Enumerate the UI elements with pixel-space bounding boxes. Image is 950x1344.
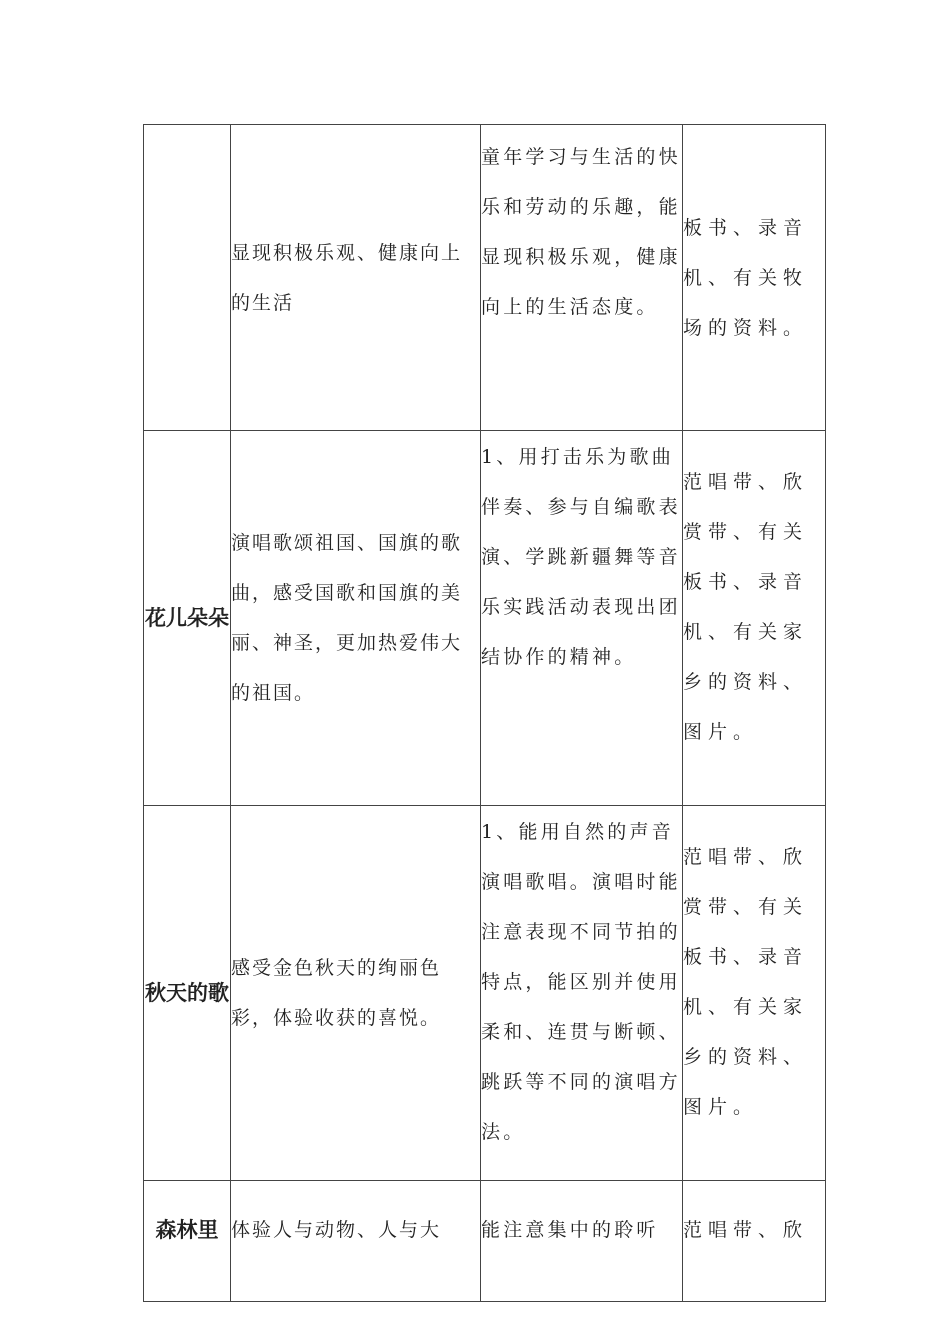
unit-title: 秋天的歌 <box>145 981 229 1005</box>
unit-title: 花儿朵朵 <box>145 606 229 630</box>
unit-title-cell <box>144 431 231 806</box>
table-row <box>144 125 826 431</box>
materials-text: 板书、录音机、有关牧场的资料。 <box>683 216 809 339</box>
activity-cell <box>481 431 683 806</box>
unit-title: 森林里 <box>155 1218 219 1242</box>
goal-text: 感受金色秋天的绚丽色彩，体验收获的喜悦。 <box>231 957 442 1029</box>
activity-text: 1、能用自然的声音演唱歌唱。演唱时能注意表现不同节拍的特点，能区别并使用柔和、连贯与断顿、跳跃等不同的演唱方法。 <box>481 821 681 1143</box>
materials-cell <box>683 431 826 806</box>
goal-text: 演唱歌颂祖国、国旗的歌曲，感受国歌和国旗的美丽、神圣，更加热爱伟大的祖国。 <box>231 532 463 704</box>
activity-text: 1、用打击乐为歌曲伴奏、参与自编歌表演、学跳新疆舞等音乐实践活动表现出团结协作的精神。 <box>481 446 681 668</box>
materials-cell <box>683 806 826 1181</box>
goal-cell <box>231 431 481 806</box>
unit-title-cell <box>144 806 231 1181</box>
activity-cell <box>481 806 683 1181</box>
activity-cell <box>481 1181 683 1302</box>
table-row <box>144 431 826 806</box>
unit-title-cell <box>144 1181 231 1302</box>
unit-title-cell <box>144 125 231 431</box>
lesson-plan-table <box>143 124 826 1302</box>
goal-text: 体验人与动物、人与大 <box>231 1219 442 1241</box>
materials-text: 范唱带、欣赏带、有关板书、录音机、有关家乡的资料、图片。 <box>683 846 809 1118</box>
table-row <box>144 806 826 1181</box>
activity-text: 童年学习与生活的快乐和劳动的乐趣，能显现积极乐观，健康向上的生活态度。 <box>481 146 681 318</box>
activity-text: 能注意集中的聆听 <box>481 1219 659 1241</box>
goal-text: 显现积极乐观、健康向上的生活 <box>231 241 463 314</box>
goal-cell <box>231 125 481 431</box>
table-row <box>144 1181 826 1302</box>
materials-text: 范唱带、欣 <box>683 1219 809 1241</box>
goal-cell <box>231 1181 481 1302</box>
materials-cell <box>683 1181 826 1302</box>
goal-cell <box>231 806 481 1181</box>
materials-text: 范唱带、欣赏带、有关板书、录音机、有关家乡的资料、图片。 <box>683 471 809 743</box>
activity-cell <box>481 125 683 431</box>
materials-cell <box>683 125 826 431</box>
